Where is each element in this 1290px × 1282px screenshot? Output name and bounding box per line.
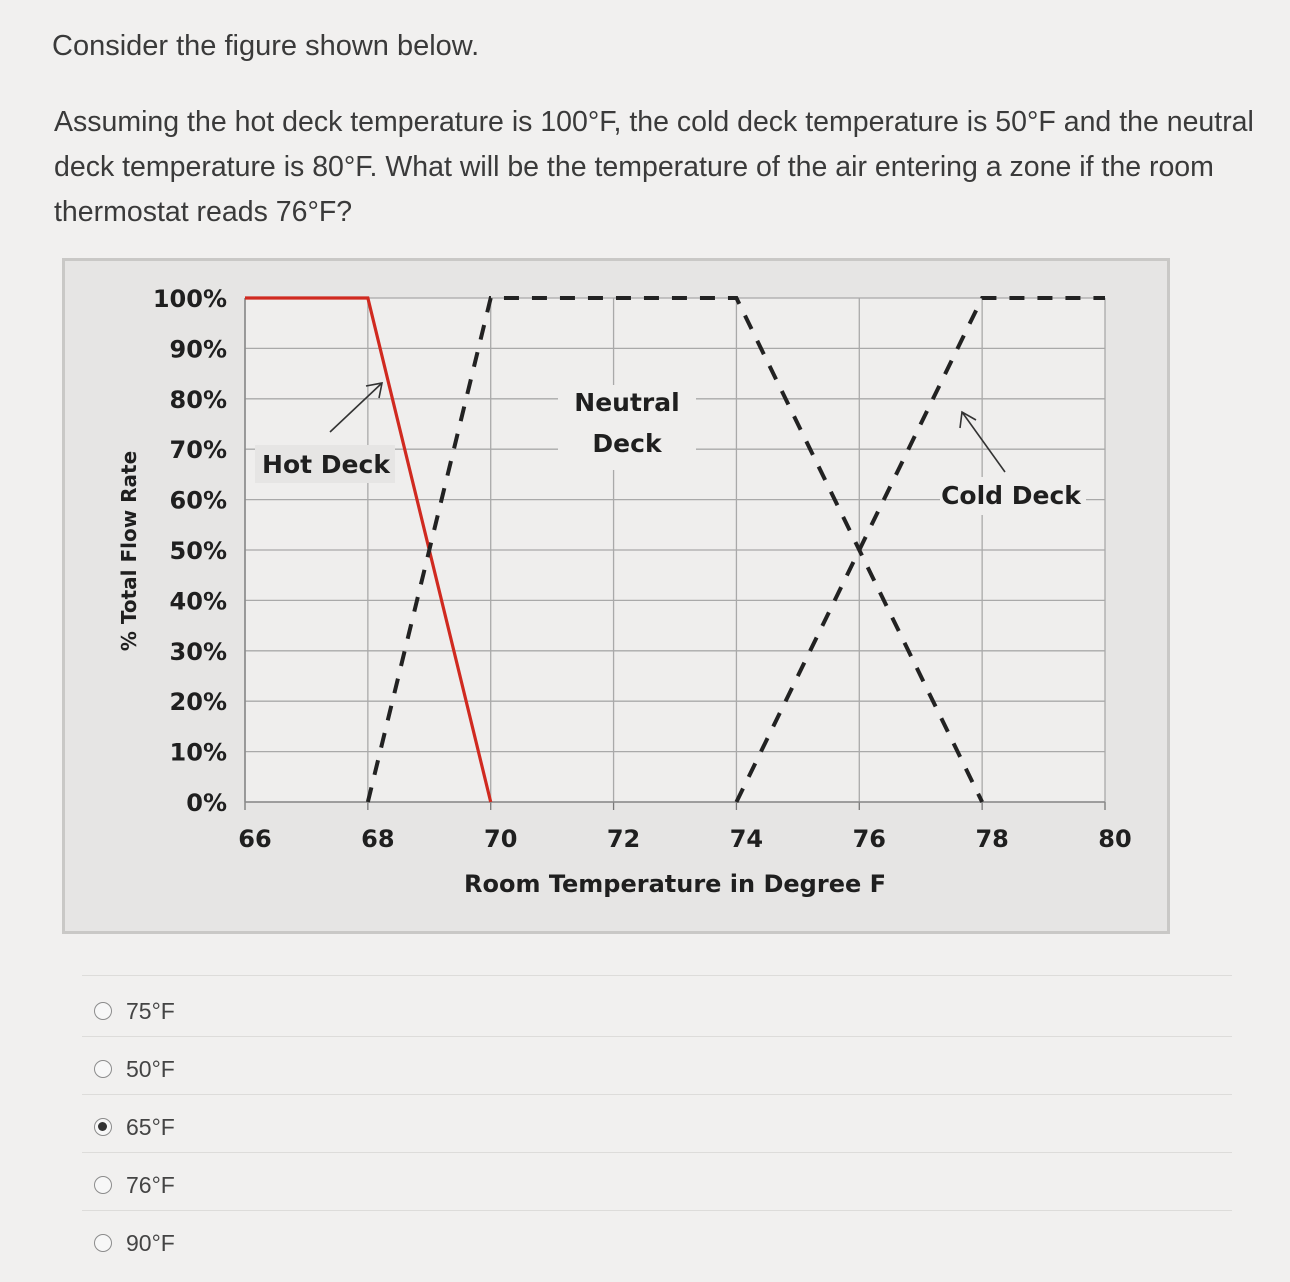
answer-option-2[interactable] xyxy=(88,1040,175,1098)
radio-button-selected[interactable] xyxy=(94,1118,112,1136)
question-intro: Consider the figure shown below. xyxy=(52,30,480,62)
answer-options xyxy=(88,982,175,1272)
x-tick-label: 70 xyxy=(484,825,518,853)
separator xyxy=(82,975,1232,976)
y-tick-label: 30% xyxy=(169,637,227,666)
x-tick-label: 76 xyxy=(852,825,886,853)
radio-button[interactable] xyxy=(94,1176,112,1194)
x-tick-label: 78 xyxy=(975,825,1009,853)
cold-deck-label: Cold Deck xyxy=(941,481,1081,510)
answer-option-5[interactable] xyxy=(88,1214,175,1272)
answer-label: 76°F xyxy=(126,1171,175,1198)
neutral-deck-label: Neutral xyxy=(574,388,680,417)
radio-button[interactable] xyxy=(94,1002,112,1020)
y-tick-label: 40% xyxy=(169,587,227,616)
y-axis-title: % Total Flow Rate xyxy=(117,450,141,652)
neutral-deck-label-line2: Deck xyxy=(592,429,662,458)
answer-label: 90°F xyxy=(126,1229,175,1256)
y-tick-label: 100% xyxy=(152,285,227,313)
answer-option-1[interactable] xyxy=(88,982,175,1040)
radio-button[interactable] xyxy=(94,1234,112,1252)
y-tick-label: 0% xyxy=(186,789,227,817)
chart-grid xyxy=(245,298,1105,810)
x-tick-label: 68 xyxy=(361,825,395,853)
answer-option-4[interactable] xyxy=(88,1156,175,1214)
radio-button[interactable] xyxy=(94,1060,112,1078)
answer-label: 65°F xyxy=(126,1113,175,1140)
x-tick-label: 66 xyxy=(238,825,272,853)
question-text: Assuming the hot deck temperature is 100°F, the cold deck temperature is 50°F and the neutral deck temperature is 80°F. What will be the temperature of the air entering a zone if the room thermostat reads 76°F? xyxy=(54,106,1254,228)
x-tick-label: 72 xyxy=(606,825,641,853)
x-tick-label: 80 xyxy=(1098,825,1132,853)
separator xyxy=(82,1152,1232,1153)
y-tick-label: 10% xyxy=(169,738,227,767)
y-tick-label: 60% xyxy=(169,486,227,515)
separator xyxy=(82,1036,1232,1037)
separator xyxy=(82,1094,1232,1095)
answer-label: 75°F xyxy=(126,997,175,1024)
x-tick-label: 74 xyxy=(729,825,764,853)
y-tick-label: 20% xyxy=(169,688,227,717)
answer-label: 50°F xyxy=(126,1055,175,1082)
answer-option-3[interactable] xyxy=(88,1098,175,1156)
x-axis-title: Room Temperature in Degree F xyxy=(464,870,886,898)
hot-deck-label: Hot Deck xyxy=(262,450,390,479)
y-tick-label: 90% xyxy=(169,335,227,364)
separator xyxy=(82,1210,1232,1211)
y-tick-label: 50% xyxy=(169,537,227,565)
y-tick-label: 70% xyxy=(169,436,227,465)
y-tick-label: 80% xyxy=(169,385,227,414)
